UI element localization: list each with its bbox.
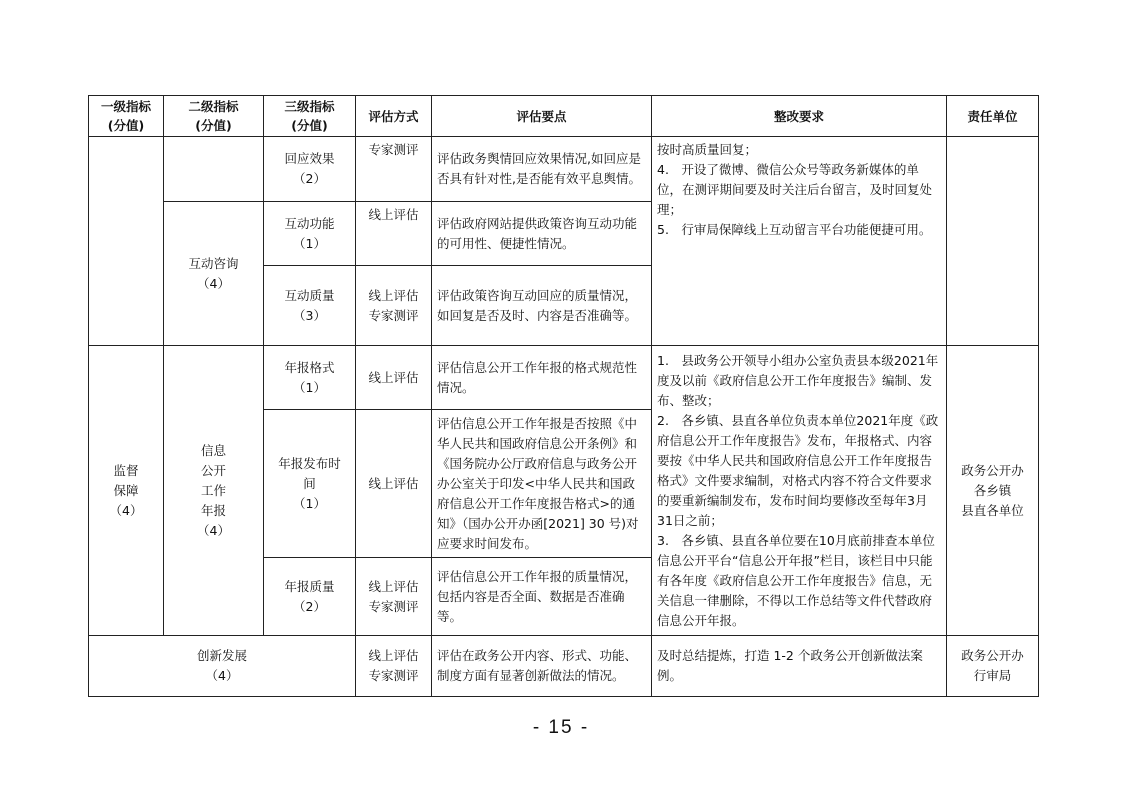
header-level1: 一级指标 (分值) — [89, 96, 164, 137]
innovation-cell: 创新发展 （4） — [89, 636, 356, 697]
points-cell: 评估政务舆情回应效果情况,如回应是否具有针对性,是否能有效平息舆情。 — [432, 137, 652, 202]
unit-cell-empty — [947, 137, 1039, 346]
rectify-cell: 按时高质量回复； 4. 开设了微博、微信公众号等政务新媒体的单位，在测评期间要及时关注后台留言，及时回复处理； 5. 行审局保障线上互动留言平台功能便捷可用。 — [652, 137, 947, 346]
points-cell: 评估信息公开工作年报的格式规范性情况。 — [432, 346, 652, 410]
page-number: - 15 - — [532, 717, 590, 738]
method-cell: 专家测评 — [356, 137, 432, 202]
unit-cell: 政务公开办 各乡镇 县直各单位 — [947, 346, 1039, 636]
table-row — [89, 636, 1039, 697]
method-cell: 线上评估 — [356, 410, 432, 558]
header-level2: 二级指标 (分值) — [164, 96, 264, 137]
method-cell: 线上评估 — [356, 202, 432, 266]
level3-cell: 年报发布时 间 （1） — [264, 410, 356, 558]
header-points: 评估要点 — [432, 96, 652, 137]
points-cell: 评估在政务公开内容、形式、功能、制度方面有显著创新做法的情况。 — [432, 636, 652, 697]
level3-cell: 互动质量 （3） — [264, 266, 356, 346]
level3-cell: 年报格式 （1） — [264, 346, 356, 410]
header-level3: 三级指标 (分值) — [264, 96, 356, 137]
level3-cell: 年报质量 （2） — [264, 558, 356, 636]
level1-cell: 监督 保障 （4） — [89, 346, 164, 636]
unit-cell: 政务公开办 行审局 — [947, 636, 1039, 697]
points-cell: 评估政府网站提供政策咨询互动功能的可用性、便捷性情况。 — [432, 202, 652, 266]
method-cell: 线上评估 专家测评 — [356, 558, 432, 636]
level2-cell: 信息 公开 工作 年报 （4） — [164, 346, 264, 636]
level2-cell: 互动咨询 （4） — [164, 202, 264, 346]
points-cell: 评估信息公开工作年报的质量情况，包括内容是否全面、数据是否准确等。 — [432, 558, 652, 636]
level1-cell-empty — [89, 137, 164, 346]
points-cell: 评估信息公开工作年报是否按照《中华人民共和国政府信息公开条例》和《国务院办公厅政府信息与政务公开办公室关于印发<中华人民共和国政府信息公开工作年度报告格式>的通知》（国办公开办函[2021] 30 号)对应要求时间发布。 — [432, 410, 652, 558]
level3-cell: 回应效果 （2） — [264, 137, 356, 202]
rectify-cell: 1. 县政务公开领导小组办公室负责县本级2021年度及以前《政府信息公开工作年度报告》编制、发布、整改； 2. 各乡镇、县直各单位负责本单位2021年度《政府信息公开工作年度报告》发布，年报格式、内容要按《中华人民共和国政府信息公开工作年度报告格式》文件要求编制，对格式内容不符合文件要求的要重新编制发布，发布时间均要修改至每年3月31日之前； 3. 各乡镇、县直各单位要在10月底前排查本单位信息公开平台“信息公开年报”栏目，该栏目中只能有各年度《政府信息公开工作年度报告》信息，无关信息一律删除，不得以工作总结等文件代替政府信息公开年报。 — [652, 346, 947, 636]
header-rectify: 整改要求 — [652, 96, 947, 137]
level3-cell: 互动功能 （1） — [264, 202, 356, 266]
method-cell: 线上评估 专家测评 — [356, 636, 432, 697]
level2-cell-empty — [164, 137, 264, 202]
header-unit: 责任单位 — [947, 96, 1039, 137]
table-row — [89, 346, 1039, 410]
table-header-row — [89, 96, 1039, 137]
evaluation-table — [88, 95, 1039, 697]
method-cell: 线上评估 专家测评 — [356, 266, 432, 346]
header-method: 评估方式 — [356, 96, 432, 137]
method-cell: 线上评估 — [356, 346, 432, 410]
points-cell: 评估政策咨询互动回应的质量情况，如回复是否及时、内容是否准确等。 — [432, 266, 652, 346]
table-row — [89, 137, 1039, 202]
rectify-cell: 及时总结提炼，打造 1-2 个政务公开创新做法案例。 — [652, 636, 947, 697]
